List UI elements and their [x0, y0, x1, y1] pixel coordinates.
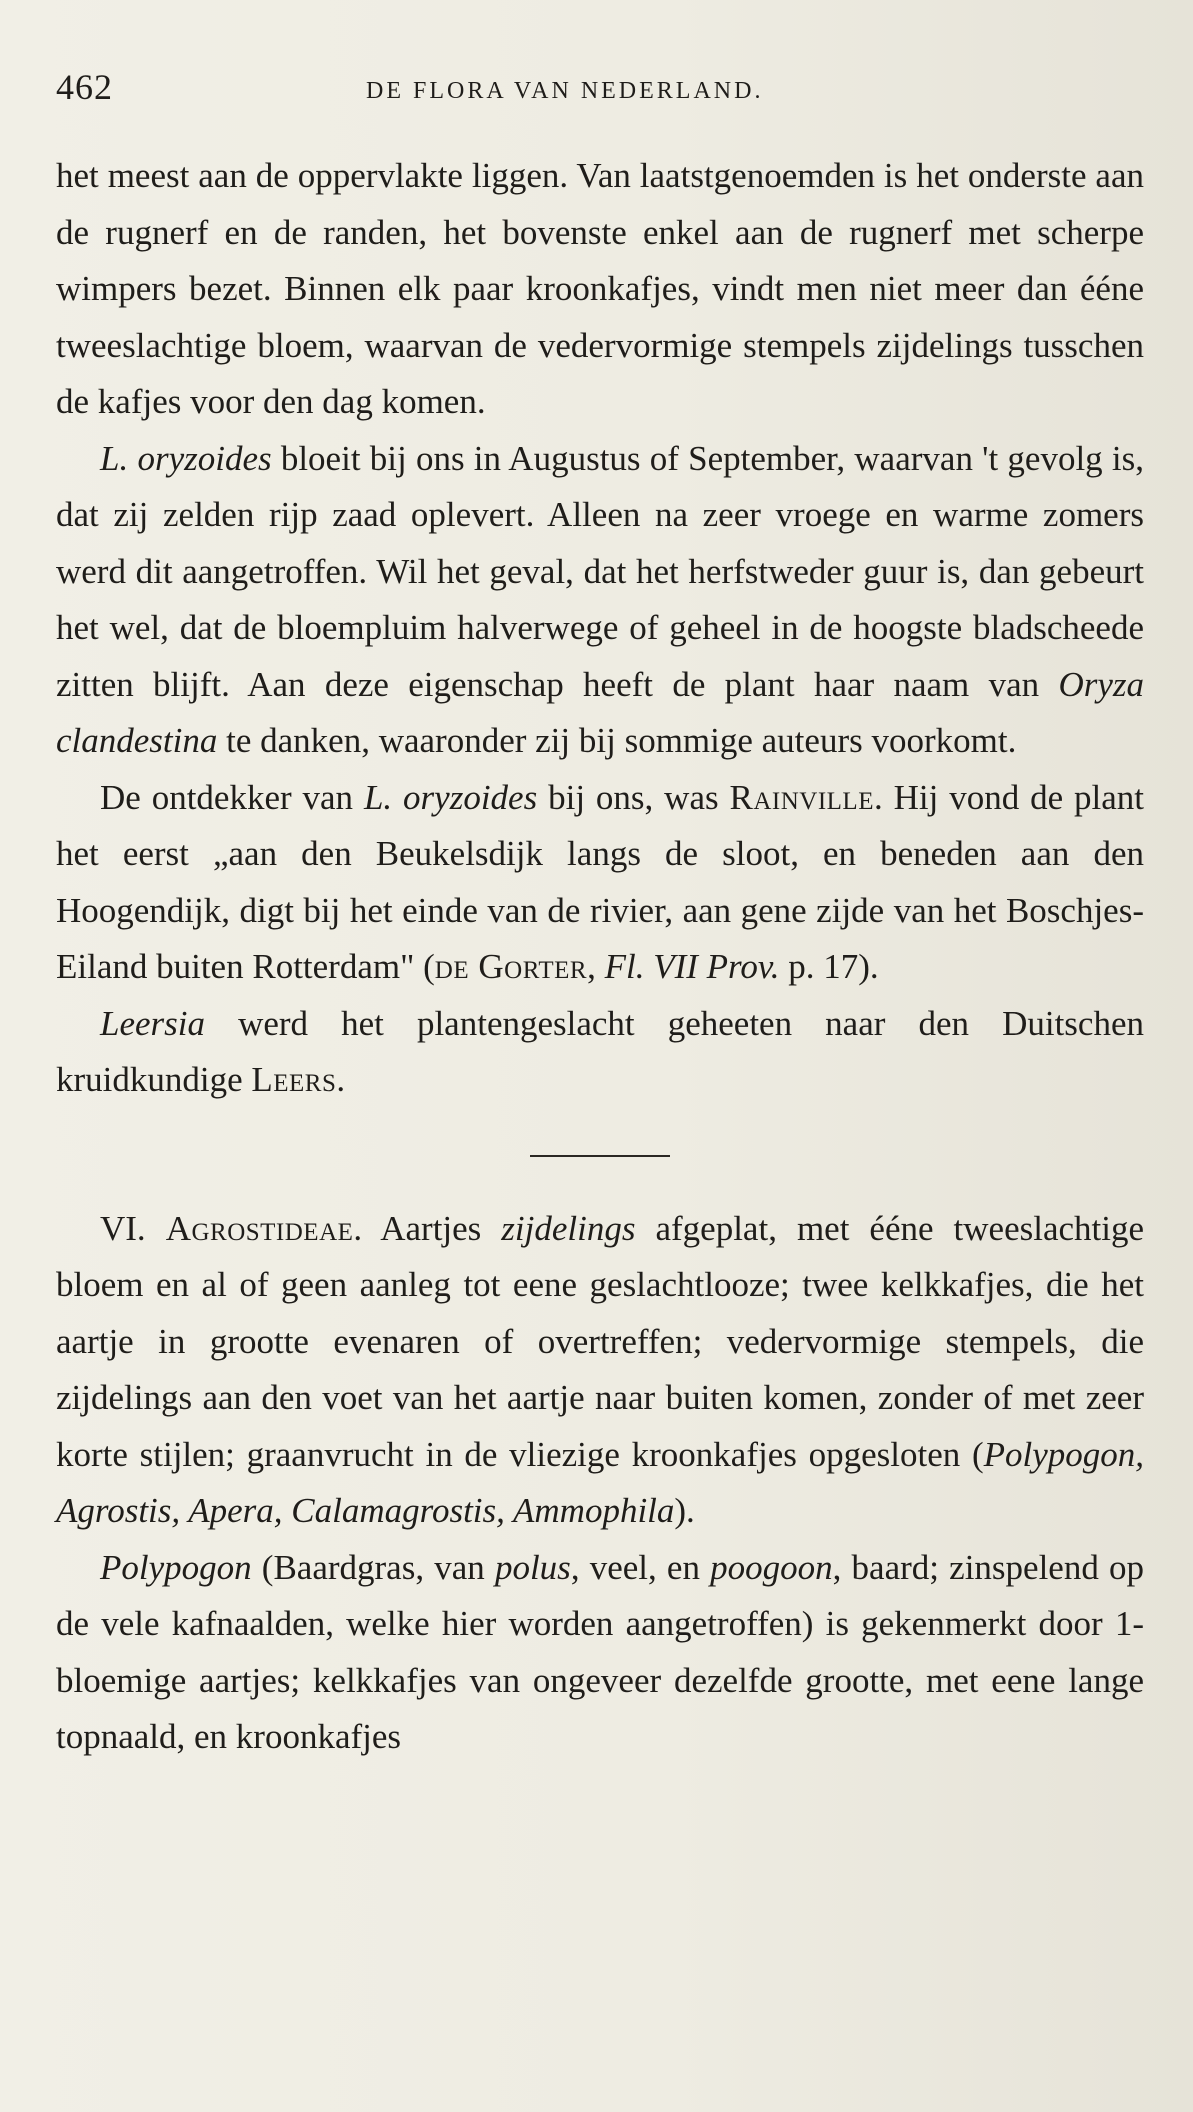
page-header: [56, 66, 1137, 110]
paragraph-2: [56, 431, 1144, 770]
paragraph-2-text-b: te danken, waaronder zij bij sommige auteurs voorkomt.: [217, 721, 1017, 760]
author-prefix: de: [434, 947, 479, 986]
etymology-word: poogoon: [710, 1547, 833, 1587]
paragraph-3-text-e: p. 17).: [779, 947, 879, 986]
paragraph-2-text-a: bloeit bij ons in Augustus of September, waarvan 't gevolg is, dat zij zelden rijp zaad oplevert. Alleen na zeer vroege en warme zomers werd dit aangetroffen. Wil het geval, dat het herfstweder guur is, dan gebeurt het wel, dat de bloempluim halverwege of geheel in de hoogste bladscheede zitten blijft. Aan deze eigenschap heeft de plant haar naam van: [56, 438, 1145, 704]
author-name: Gorter: [478, 947, 588, 986]
genus-name: Leersia: [100, 1003, 205, 1043]
paragraph-3: [56, 770, 1144, 996]
page-number: 462: [56, 67, 113, 107]
paragraph-5: [56, 1201, 1144, 1540]
emphasis: zijdelings: [501, 1208, 636, 1248]
paragraph-6: [56, 1540, 1144, 1766]
genera-list: Polypogon, Agrostis, Apera, Calamagrostis, Ammophila: [56, 1434, 1144, 1530]
paragraph-5-text-b: afgeplat, met ééne tweeslachtige bloem en al of geen aanleg tot eene geslachtlooze; twee kelkkafjes, die het aartje in grootte evenaren of overtreffen; vedervormige stempels, die zijdelings aan den voet van het aartje naar buiten komen, zonder of met zeer korte stijlen; graanvrucht in de vliezige kroonkafjes opgesloten (: [56, 1208, 1144, 1474]
species-name: L. oryzoides: [100, 438, 272, 478]
paragraph-4-text-a: werd het plantengeslacht geheeten naar den Duitschen kruidkundige: [56, 1003, 1144, 1099]
synonym-name: Oryza clandestina: [56, 664, 1144, 760]
paragraph-6-text-b: , veel, en: [570, 1547, 711, 1587]
paragraph-1-text: het meest aan de oppervlakte liggen. Van laatstgenoemden is het onderste aan de rugnerf en de randen, het bovenste enkel aan de rugnerf met scherpe wimpers bezet. Binnen elk paar kroonkafjes, vindt men niet meer dan ééne tweeslachtige bloem, waarvan de vedervormige stempels zijdelings tusschen de kafjes voor den dag komen.: [56, 156, 1144, 421]
paragraph-3-text-d: ,: [587, 947, 605, 986]
paragraph-1: [56, 148, 1144, 431]
paragraph-4-text-b: .: [336, 1060, 346, 1099]
genus-name: Polypogon: [100, 1547, 252, 1587]
species-name: L. oryzoides: [363, 777, 538, 817]
paragraph-3-text-a: De ontdekker van: [100, 777, 364, 817]
running-head: DE FLORA VAN NEDERLAND.: [366, 78, 764, 104]
paragraph-5-text-c: ).: [674, 1491, 695, 1530]
paragraph-6-text-c: , baard; zinspelend op de vele kafnaalden, welke hier worden aangetroffen) is gekenmerkt door 1-bloemige aartjes; kelkkafjes van ongeveer dezelfde grootte, met eene lange topnaald, en kroonkafjes: [56, 1547, 1145, 1756]
paragraph-3-text-b: bij ons, was: [537, 777, 730, 817]
section-numeral: VI.: [100, 1208, 166, 1248]
reference-title: Fl. VII Prov.: [604, 947, 780, 986]
body-text: [56, 148, 1144, 1766]
section-divider: [530, 1155, 670, 1157]
paragraph-5-text-a: . Aartjes: [353, 1208, 502, 1248]
paragraph-4: [56, 996, 1144, 1109]
etymology-word: polus: [494, 1547, 571, 1587]
paragraph-6-text-a: (Baardgras, van: [251, 1547, 495, 1587]
person-name: Leers: [251, 1060, 337, 1099]
tribe-name: Agrostideae: [165, 1208, 354, 1248]
person-name: Rainville: [729, 777, 874, 817]
paragraph-3-text-c: . Hij vond de plant het eerst „aan den Beukelsdijk langs de sloot, en beneden aan den Hoogendijk, digt bij het einde van de rivier, aan gene zijde van het Boschjes-Eiland buiten Rotterdam" (: [56, 777, 1145, 986]
